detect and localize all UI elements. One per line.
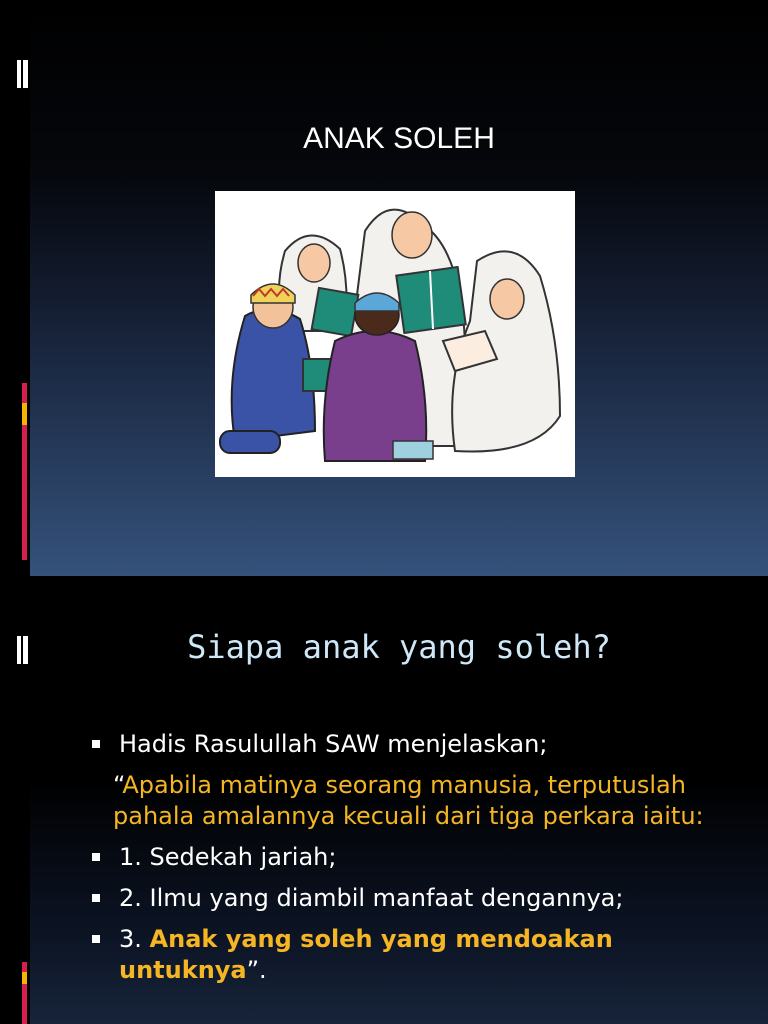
bullet-icon <box>92 935 100 943</box>
accent-bar <box>22 403 27 425</box>
accent-bar <box>22 425 27 560</box>
list-item: 2. Ilmu yang diambil manfaat dengannya; <box>92 883 742 914</box>
slide-marker <box>23 636 28 664</box>
bullet-list <box>92 729 742 996</box>
slide-title: ANAK SOLEH <box>303 122 495 155</box>
list-item: Hadis Rasulullah SAW menjelaskan; <box>92 729 742 760</box>
slide-1 <box>30 0 768 576</box>
list-item: 3. Anak yang soleh yang mendoakan untuknya”. <box>92 924 742 986</box>
slide-marker <box>17 60 21 88</box>
slide-2 <box>30 576 768 1024</box>
list-item: 1. Sedekah jariah; <box>92 842 742 873</box>
slide-marker <box>23 60 28 88</box>
slide-marker <box>17 636 21 664</box>
accent-bar <box>22 984 27 1024</box>
left-margin-strip <box>0 0 30 1024</box>
bullet-icon <box>92 740 100 748</box>
illustration-children-reading-quran <box>215 191 575 477</box>
accent-bar <box>22 972 27 984</box>
accent-bar <box>22 962 27 972</box>
slide-title: Siapa anak yang soleh? <box>187 628 611 666</box>
accent-bar <box>22 383 27 403</box>
hadith-quote: “Apabila matinya seorang manusia, terputuslah pahala amalannya kecuali dari tiga perkara iaitu: <box>113 771 704 830</box>
bullet-icon <box>92 853 100 861</box>
bullet-icon <box>92 894 100 902</box>
